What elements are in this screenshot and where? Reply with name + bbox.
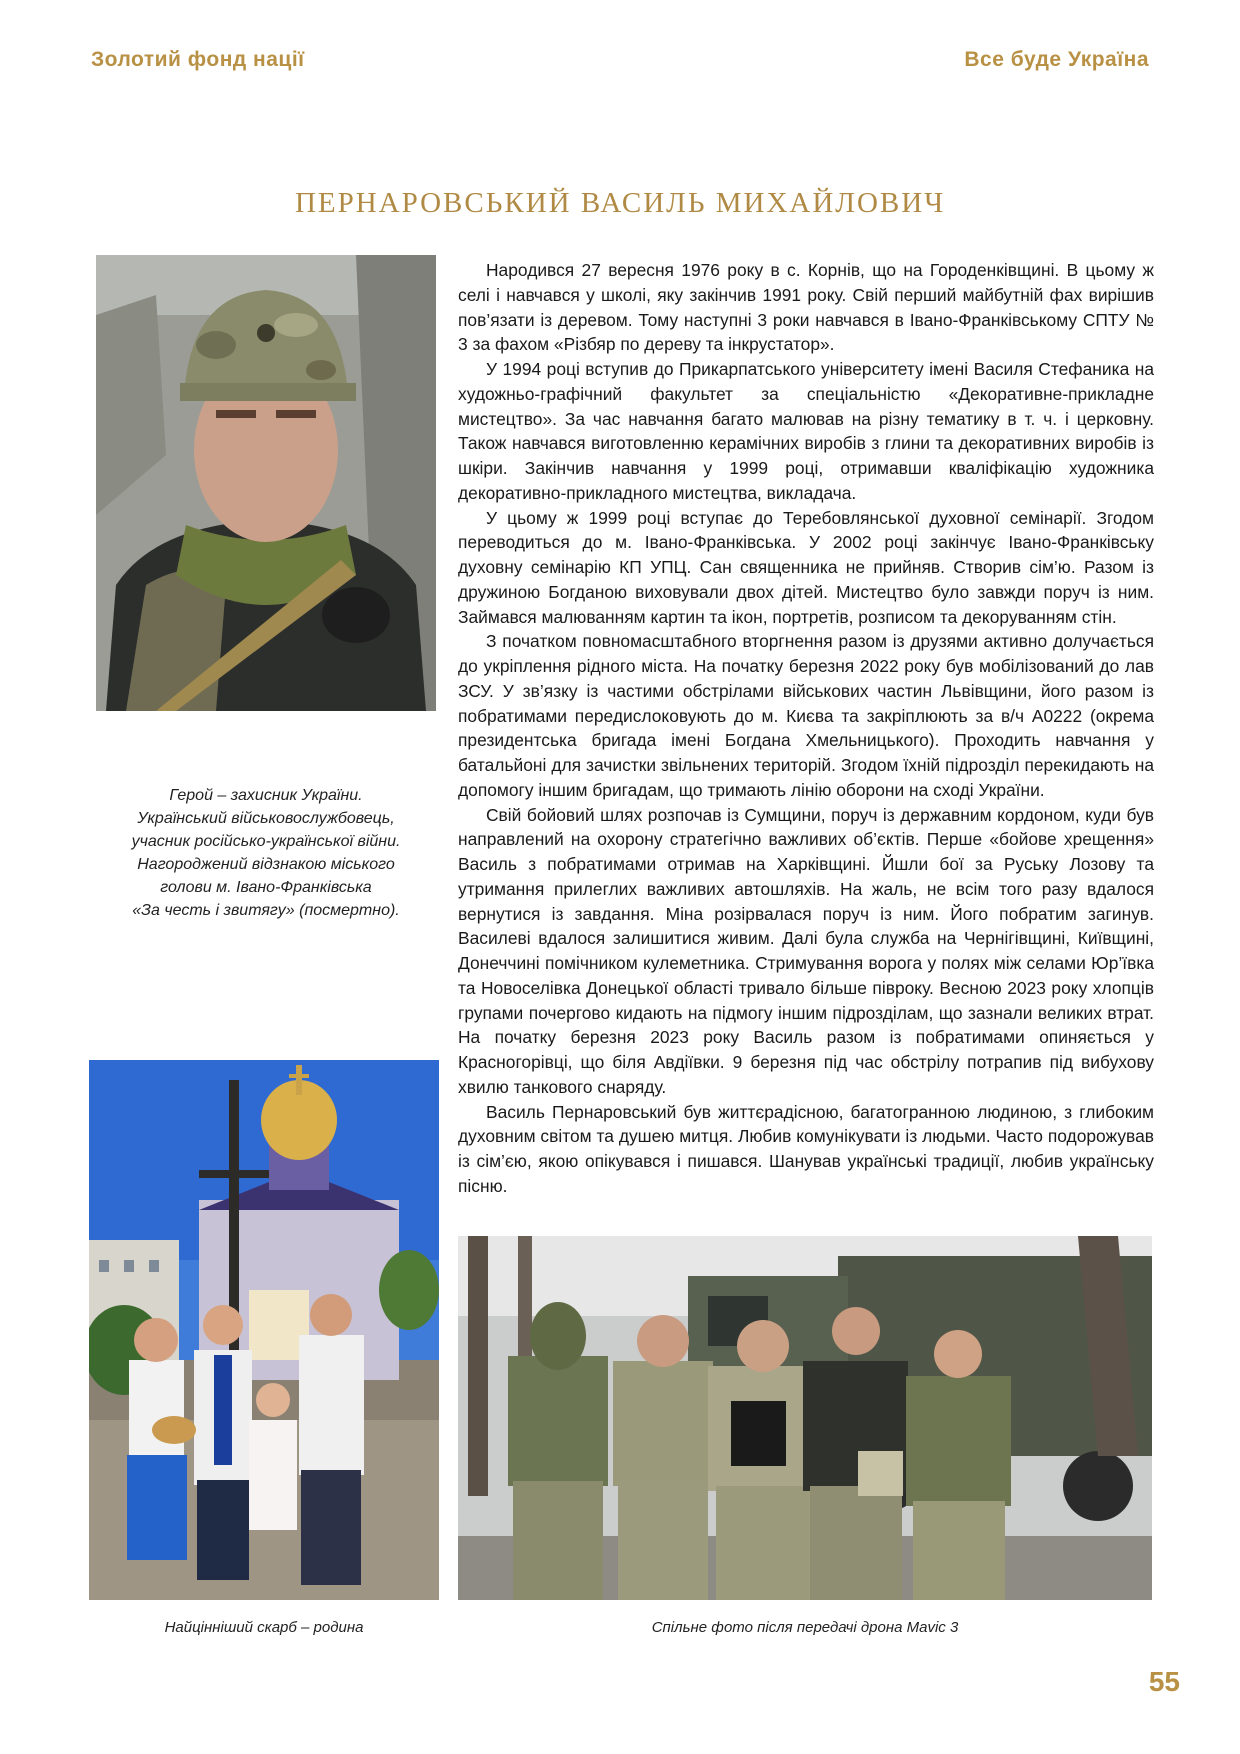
page-title: ПЕРНАРОВСЬКИЙ ВАСИЛЬ МИХАЙЛОВИЧ — [294, 187, 946, 220]
article-body — [458, 258, 1154, 1199]
paragraph: З початком повномасштабного вторгнення разом із друзями активно долучається до укріплення рідного міста. На початку березня 2022 року був мобілізований до лав ЗСУ. У зв’язку із частими обстрілами військових частин Львівщини, його разом із побратимами передислоковують до м. Києва та закріплюють за в/ч А0222 (окрема президентська бригада імені Богдана Хмельницького). Проходить навчання у батальйоні для зачистки звільнених територій. Згодом їхній підрозділ перекидають на допомогу іншим бригадам, що тримають лінію оборони на сході України. — [458, 631, 1154, 800]
paragraph: Народився 27 вересня 1976 року в с. Корнів, що на Городенківщині. В цьому ж селі і навчався у школі, яку закінчив 1991 року. Свій перший майбутній фах вирішив пов’язати із деревом. Тому наступні 3 роки навчався в Івано-Франківському СПТУ № 3 за фахом «Різбяр по дереву та інкрустатор». — [458, 260, 1154, 355]
paragraph: Свій бойовий шлях розпочав із Сумщини, поруч із державним кордоном, куди був направлений на охорону стратегічно важливих об’єктів. Перше «бойове хрещення» Василь з побратимами отримав на Харківщині. Йшли бої за Руську Лозову та утримання прилеглих важливих автошляхів. На жаль, не всім того разу вдалося вернутися із завдання. Міна розірвалася поруч із ним. Його побратим загинув. Василеві вдалося залишитися живим. Далі була служба на Чернігівщині, Київщині, Донеччині помічником кулеметника. Стримування ворога у полях між селами Юр’ївка та Новоселівка Донецької області тривало більше півроку. Весною 2023 року хлопців групами почергово кидають на підмогу іншим підрозділам, що зазнали великих втрат. На початку березня 2023 року Василь разом із побратимами опиняється у Красногорівці, що біля Авдіївки. 9 березня під час обстрілу потрапив під вибухову хвилю танкового снаряду. — [458, 804, 1154, 1097]
paragraph: Василь Пернаровський був життєрадісною, багатогранною людиною, з глибоким духовним світом та душею митця. Любив комунікувати із людьми. Часто подорожував із сім’єю, якою опікувався і пишався. Шанував українські традиції, любив українську пісню. — [458, 1101, 1154, 1196]
running-header-right: Все буде Україна — [964, 48, 1149, 71]
group-photo-caption: Спільне фото після передачі дрона Mavic 3 — [651, 1619, 959, 1636]
family-photo-caption: Найцінніший скарб – родина — [164, 1619, 364, 1636]
portrait-caption-line: учасник російсько-української війни. — [131, 833, 401, 850]
group-photo — [458, 1236, 1152, 1600]
paragraph: У 1994 році вступив до Прикарпатського університету імені Василя Стефаника на художньо-графічний факультет за спеціальністю «Декоративне-прикладне мистецтво». За час навчання багато малював на різну тематику в т. ч. і церковну. Також навчався виготовленню керамічних виробів з глини та декоративних виробів із шкіри. Закінчив навчання у 1999 році, отримавши кваліфікацію художника декоративно-прикладного мистецтва, викладача. — [458, 359, 1154, 503]
portrait-photo — [96, 255, 436, 711]
page-number: 55 — [1148, 1666, 1180, 1697]
portrait-caption-line: Нагороджений відзнакою міського — [137, 856, 395, 873]
running-header-left: Золотий фонд нації — [91, 48, 305, 71]
portrait-caption — [96, 784, 436, 922]
family-photo — [89, 1060, 439, 1600]
portrait-caption-line: Український військовослужбовець, — [137, 810, 395, 827]
portrait-caption-line: голови м. Івано-Франківська — [160, 879, 372, 896]
portrait-caption-line: «За честь і звитягу» (посмертно). — [132, 902, 400, 919]
portrait-caption-line: Герой – захисник України. — [169, 787, 363, 804]
paragraph: У цьому ж 1999 році вступає до Теребовлянської духовної семінарії. Згодом переводиться до м. Івано-Франківська. У 2002 році закінчує Івано-Франківську духовну семінарію КП УПЦ. Сан священника не прийняв. Створив сім’ю. Разом із дружиною Богданою виховували двох дітей. Мистецтво було завжди поруч із ним. Займався малюванням картин та ікон, портретів, розписом та декоруванням стін. — [458, 507, 1154, 627]
